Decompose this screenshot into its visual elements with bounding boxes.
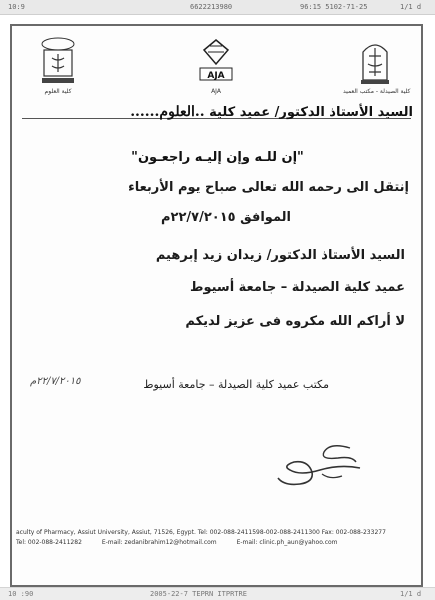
mid-logo-caption: AJA [211,88,221,95]
faculty-of-science-logo [26,36,90,106]
fax-footer-left: 10 :90 [8,590,34,598]
aja-logo [184,36,248,106]
contact-email-2: E-mail: clinic.ph_aun@yahoo.com [236,539,338,546]
contact-tel: Tel: 002-088-2411282 [16,539,82,546]
science-emblem-icon [38,36,78,86]
salutation-department: ..العلوم...... [130,104,205,120]
sender-office: مكتب عميد كلية الصيدلة – جامعة أسيوط [143,378,329,391]
handwritten-date: ٢٢/٧/٢٠١٥م [30,376,81,387]
deceased-name: السيد الأستاذ الدكتور/ زيدان زيد إبرهيم [155,248,405,263]
condolence-line: لا أراكم الله مكروه فى عزيز لديكم [185,314,405,329]
contact-secondary-line [16,539,427,546]
pharmacy-emblem-icon [355,36,395,86]
fax-header-date: 96:15 5102-71-25 [300,3,368,11]
salutation [130,104,413,120]
handwritten-signature [260,440,370,494]
fax-header [0,0,435,15]
fax-footer-right: 1/1 d [400,590,422,598]
fax-header-right: 1/1 d [400,3,422,11]
contact-address-line: aculty of Pharmacy, Assiut University, Assiut, 71526, Egypt. Tel: 002-088-2411598-002-088-2411300 Fax: 002-088-233277 [16,529,386,536]
svg-text:AJA: AJA [207,71,225,81]
contact-email-1: E-mail: zedanibrahim12@hotmail.com [101,539,217,546]
quran-verse: "إن للـه وإن إليـه راجعـون" [131,150,304,165]
fax-header-number: 6622213980 [190,3,233,11]
fax-footer [0,587,435,600]
right-logo-caption: كلية الصيدلة - مكتب العميد [343,88,411,95]
fax-footer-mid: 2005-22-7 TEPRN ITPRTRE [150,590,247,598]
salutation-text: السيد الأستاذ الدكتور/ عميد كلية [209,105,413,120]
fax-header-left: 10:9 [8,3,25,11]
faculty-of-pharmacy-logo [343,36,411,106]
aja-emblem-icon [194,36,238,86]
signature-scribble-icon [260,440,370,490]
deceased-title: عميد كلية الصيدلة – جامعة أسيوط [189,280,405,295]
obituary-date-line: الموافق ٢٢/٧/٢٠١٥م [161,210,291,225]
obituary-line-1: إنتقل الى رحمه الله تعالى صباح يوم الأربعاء [128,180,409,195]
left-logo-caption: كلية العلوم [44,88,72,95]
